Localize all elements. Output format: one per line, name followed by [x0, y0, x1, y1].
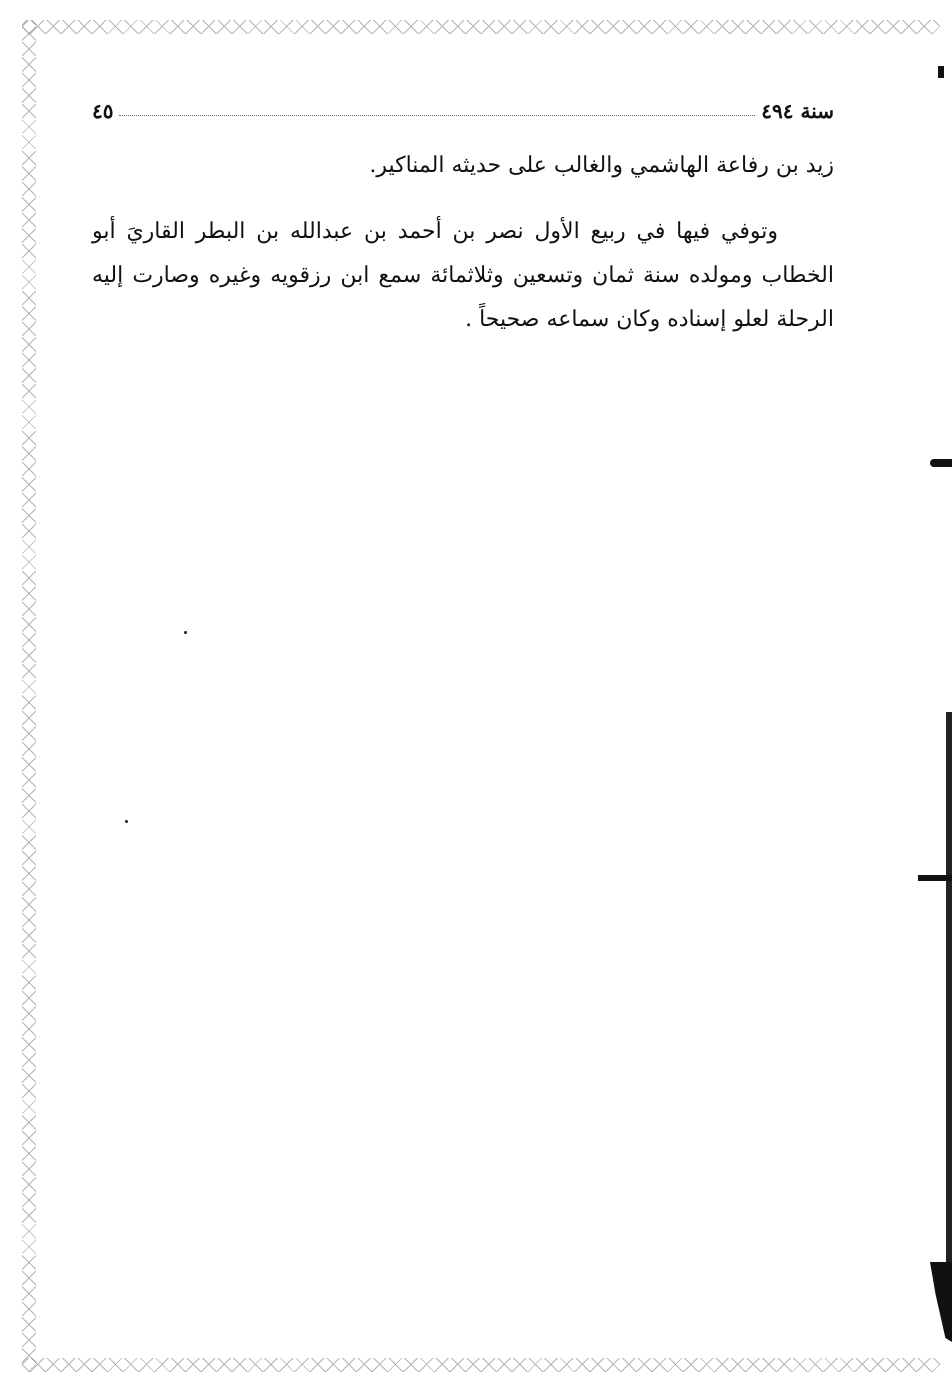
decorative-border-left: [22, 20, 36, 1372]
scan-artifact: [918, 875, 952, 881]
scan-artifact: [930, 459, 952, 467]
scan-artifact: [946, 712, 952, 1272]
body-paragraph: وتوفي فيها في ربيع الأول نصر بن أحمد بن عبدالله بن البطر القاريَ أبو الخطاب ومولده سنة ثمان وتسعين وثلاثمائة سمع ابن رزقويه وغيره وصارت إليه الرحلة لعلو إسناده وكان سماعه صحيحاً .: [92, 219, 834, 332]
scan-speck: [184, 631, 187, 634]
dotted-leader: [119, 115, 755, 116]
scan-speck: [125, 820, 128, 823]
page-body: [92, 144, 834, 342]
page-header: [92, 96, 834, 126]
body-paragraph: زيد بن رفاعة الهاشمي والغالب على حديثه المناكير.: [369, 153, 834, 178]
page-number: ٤٥: [92, 99, 114, 123]
scan-artifact: [930, 1262, 952, 1342]
decorative-border-top: [22, 20, 940, 34]
scan-artifact: [938, 66, 944, 78]
running-head: سنة ٤٩٤: [761, 99, 834, 123]
decorative-border-bottom: [22, 1358, 940, 1372]
